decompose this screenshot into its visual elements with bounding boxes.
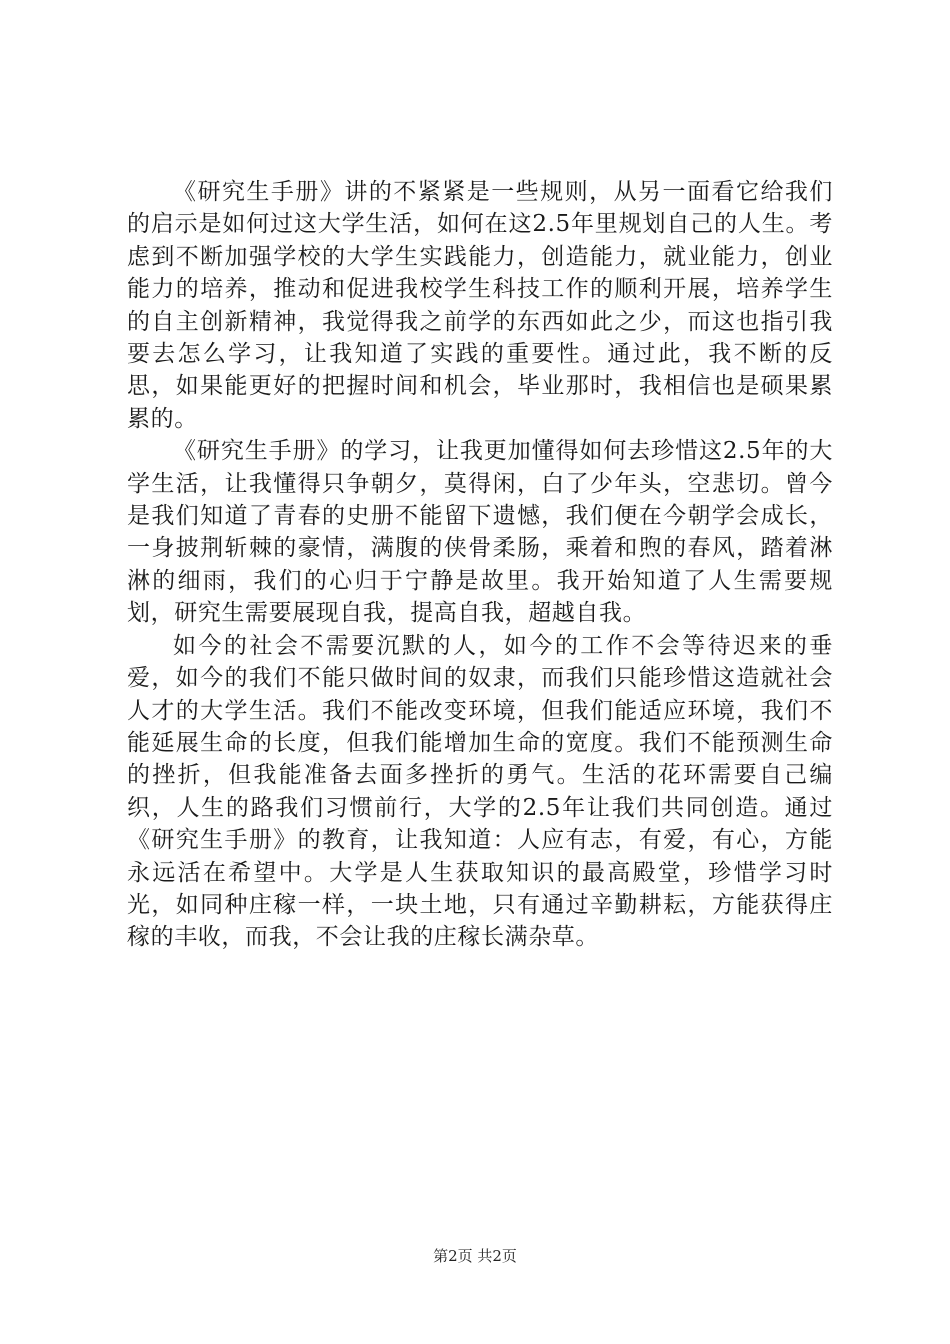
document-body xyxy=(127,176,833,954)
page-footer: 第2页 共2页 xyxy=(433,1247,517,1265)
paragraph-3: 如今的社会不需要沉默的人，如今的工作不会等待迟来的垂爱，如今的我们不能只做时间的奴隶，而我们只能珍惜这造就社会人才的大学生活。我们不能改变环境，但我们能适应环境，我们不能延展生命的长度，但我们能增加生命的宽度。我们不能预测生命的挫折，但我能准备去面多挫折的勇气。生活的花环需要自己编织，人生的路我们习惯前行，大学的2.5年让我们共同创造。通过《研究生手册》的教育，让我知道：人应有志，有爱，有心，方能永远活在希望中。大学是人生获取知识的最高殿堂，珍惜学习时光，如同种庄稼一样，一块土地，只有通过辛勤耕耘，方能获得庄稼的丰收，而我，不会让我的庄稼长满杂草。 xyxy=(127,632,833,951)
paragraph-2: 《研究生手册》的学习，让我更加懂得如何去珍惜这2.5年的大学生活，让我懂得只争朝夕，莫得闲，白了少年头，空悲切。曾今是我们知道了青春的史册不能留下遗憾，我们便在今朝学会成长，一身披荆斩棘的豪情，满腹的侠骨柔肠，乘着和煦的春风，踏着淋淋的细雨，我们的心归于宁静是故里。我开始知道了人生需要规划，研究生需要展现自我，提高自我，超越自我。 xyxy=(127,438,833,627)
paragraph-1: 《研究生手册》讲的不紧紧是一些规则，从另一面看它给我们的启示是如何过这大学生活，如何在这2.5年里规划自己的人生。考虑到不断加强学校的大学生实践能力，创造能力，就业能力，创业能力的培养，推动和促进我校学生科技工作的顺利开展，培养学生的自主创新精神，我觉得我之前学的东西如此之少，而这也指引我要去怎么学习，让我知道了实践的重要性。通过此，我不断的反思，如果能更好的把握时间和机会，毕业那时，我相信也是硕果累累的。 xyxy=(127,179,833,432)
